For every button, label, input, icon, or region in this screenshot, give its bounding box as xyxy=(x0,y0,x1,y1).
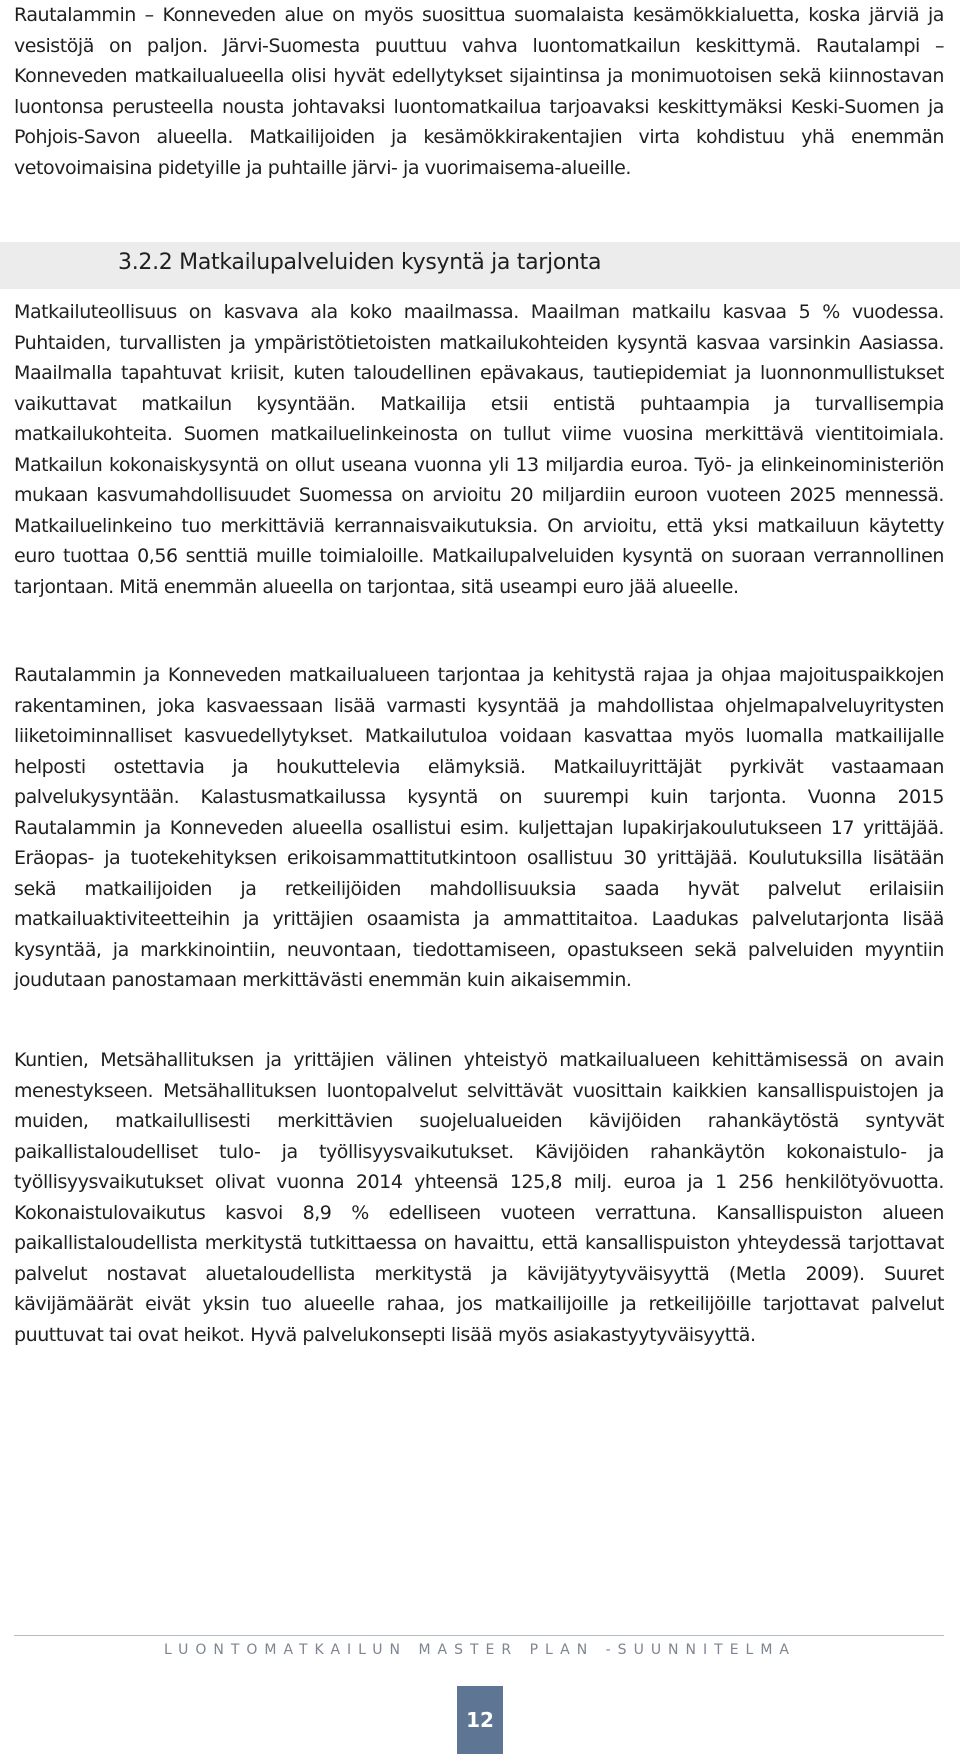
body-paragraph-1: Matkailuteollisuus on kasvava ala koko maailmassa. Maailman matkailu kasvaa 5 % vuodessa. Puhtaiden, turvallisten ja ympäristötietoisten matkailukohteiden kysyntä kasvaa varsinkin Aasiassa. Maailmalla tapahtuvat kriisit, kuten taloudellinen epävakaus, tautiepidemiat ja luonnonmullistukset vaikuttavat matkailun kysyntään. Matkailija etsii entistä puhtaampia ja turvallisempia matkailukohteita. Suomen matkailuelinkeinosta on tullut viime vuosina merkittävä vientitoimiala. Matkailun kokonaiskysyntä on ollut useana vuonna yli 13 miljardia euroa. Työ- ja elinkeinoministeriön mukaan kasvumahdollisuudet Suomessa on arvioitu 20 miljardiin euroon vuoteen 2025 mennessä. Matkailuelinkeino tuo merkittäviä kerrannaisvaikutuksia. On arvioitu, että yksi matkailuun käytetty euro tuottaa 0,56 senttiä muille toimialoille. Matkailupalveluiden kysyntä on suoraan verrannollinen tarjontaan. Mitä enemmän alueella on tarjontaa, sitä useampi euro jää alueelle. xyxy=(14,301,944,598)
body-paragraph-2: Rautalammin ja Konneveden matkailualueen tarjontaa ja kehitystä rajaa ja ohjaa majoituspaikkojen rakentaminen, joka kasvaessaan lisää varmasti kysyntää ja mahdollistaa ohjelmapalveluyritysten liiketoiminnalliset kasvuedellytykset. Matkailutuloa voidaan kasvattaa myös luomalla matkailijalle helposti ostettavia ja houkuttelevia elämyksiä. Matkailuyrittäjät pyrkivät vastaamaan palvelukysyntään. Kalastusmatkailussa kysyntä on suurempi kuin tarjonta. Vuonna 2015 Rautalammin ja Konneveden alueella osallistui esim. kuljettajan lupakirjakoulutukseen 17 yrittäjää. Eräopas- ja tuotekehityksen erikoisammattitutkintoon osallistuu 30 yrittäjää. Koulutuksilla lisätään sekä matkailijoiden ja retkeilijöiden mahdollisuuksia saada hyvät palvelut erilaisiin matkailuaktiviteetteihin ja yrittäjien osaamista ja ammattitaitoa. Laadukas palvelutarjonta lisää kysyntää, ja markkinointiin, neuvontaan, tiedottamiseen, opastukseen sekä palveluiden myyntiin joudutaan panostamaan merkittävästi enemmän kuin aikaisemmin. xyxy=(14,664,944,991)
section-heading-bar xyxy=(0,242,960,289)
section-heading: 3.2.2 Matkailupalveluiden kysyntä ja tarjonta xyxy=(118,250,602,275)
body-paragraph-3: Kuntien, Metsähallituksen ja yrittäjien välinen yhteistyö matkailualueen kehittämisessä on avain menestykseen. Metsähallituksen luontopalvelut selvittävät vuosittain kaikkien kansallispuistojen ja muiden, matkailullisesti merkittävien suojelualueiden kävijöiden rahankäytöstä syntyvät paikallistaloudelliset tulo- ja työllisyysvaikutukset. Kävijöiden rahankäytön kokonaistulo- ja työllisyysvaikutukset olivat vuonna 2014 yhteensä 125,8 milj. euroa ja 1 256 henkilötyövuotta. Kokonaistulovaikutus kasvoi 8,9 % edelliseen vuoteen verrattuna. Kansallispuiston alueen paikallistaloudellista merkitystä tutkittaessa on havaittu, että kansallispuiston yhteydessä tarjottavat palvelut nostavat aluetaloudellista merkitystä ja kävijätyytyväisyyttä (Metla 2009). Suuret kävijämäärät eivät yksin tuo alueelle rahaa, jos matkailijoille ja retkeilijöille tarjottavat palvelut puuttuvat tai ovat heikot. Hyvä palvelukonsepti lisää myös asiakastyytyväisyyttä. xyxy=(14,1049,944,1346)
footer-publication-title: LUONTOMATKAILUN MASTER PLAN -SUUNNITELMA xyxy=(164,1642,796,1658)
footer-divider xyxy=(14,1635,944,1636)
intro-paragraph: Rautalammin – Konneveden alue on myös suosittua suomalaista kesämökkialuetta, koska järviä ja vesistöjä on paljon. Järvi-Suomesta puuttuu vahva luontomatkailun keskittymä. Rautalampi – Konneveden matkailualueella olisi hyvät edellytykset sijaintinsa ja monimuotoisen sekä kiinnostavan luontonsa perusteella nousta johtavaksi luontomatkailua tarjoavaksi keskittymäksi Keski-Suomen ja Pohjois-Savon alueella. Matkailijoiden ja kesämökkirakentajien virta kohdistuu yhä enemmän vetovoimaisina pidetyille ja puhtaille järvi- ja vuorimaisema-alueille. xyxy=(14,4,944,179)
page-number-badge: 12 xyxy=(457,1686,503,1754)
